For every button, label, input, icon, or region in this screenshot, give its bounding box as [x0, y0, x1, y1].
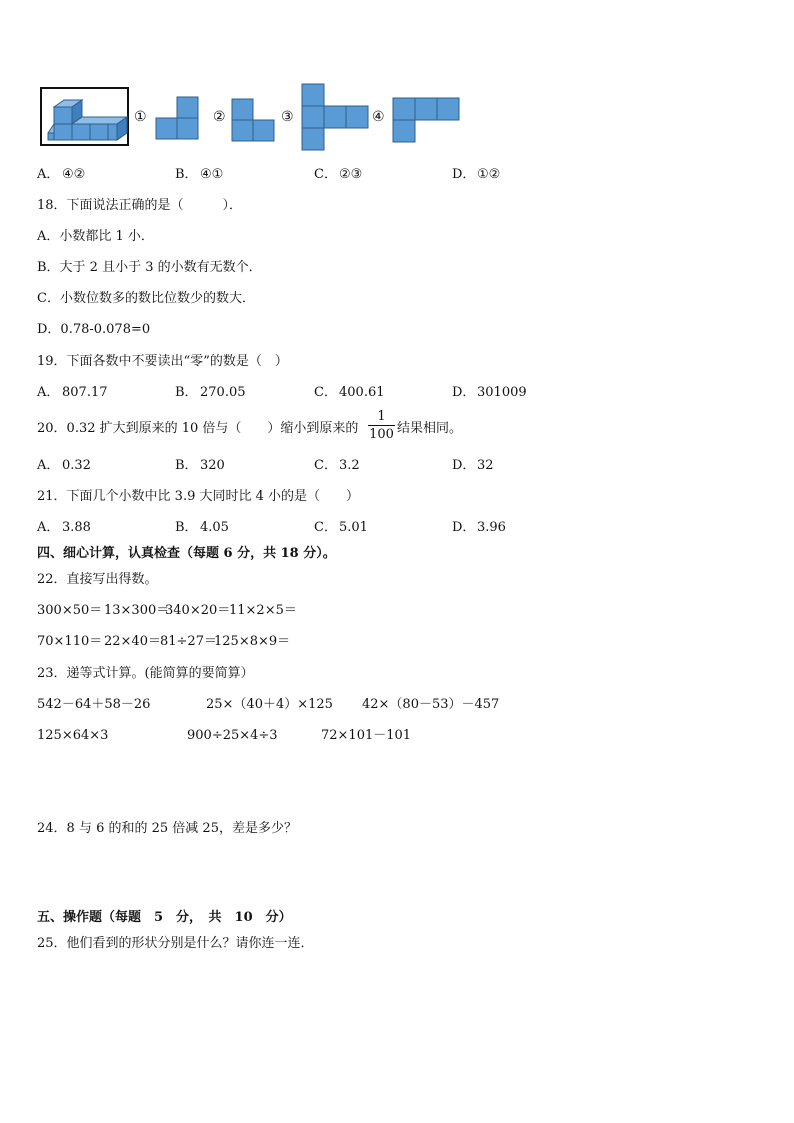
q18-stem: 18．下面说法正确的是（ ）．: [37, 198, 243, 213]
q19-option-a-text: 807.17: [62, 385, 108, 400]
q21-option-b-letter: B．: [175, 520, 198, 535]
q20-option-a-letter: A．: [37, 458, 60, 473]
q17-label-2: ②: [213, 109, 226, 125]
q20-option-d-text: 32: [477, 458, 494, 473]
q20-fraction: [368, 409, 395, 442]
q18-option-a: A．小数都比 1 小．: [37, 229, 154, 244]
q19-option-c-letter: C．: [314, 385, 337, 400]
q17-option-d-letter: D．: [452, 167, 476, 182]
section5-heading: 五、操作题（每题 5 分， 共 10 分）: [37, 910, 292, 925]
q22-item: 300×50＝: [37, 603, 103, 618]
q23-item: 900÷25×4÷3: [187, 728, 278, 743]
q19-stem: 19．下面各数中不要读出“零”的数是（ ）: [37, 354, 288, 369]
q22-item: 340×20＝: [165, 603, 231, 618]
q23-item: 72×101－101: [321, 728, 412, 743]
q21-option-c-letter: C．: [314, 520, 337, 535]
q18-option-b: B．大于 2 且小于 3 的小数有无数个．: [37, 260, 262, 275]
q17-view-1: [155, 96, 200, 141]
q23-stem: 23．递等式计算。(能简算的要简算）: [37, 666, 254, 681]
q19-option-a-letter: A．: [37, 385, 60, 400]
q21-option-c-text: 5.01: [339, 520, 368, 535]
q17-label-3: ③: [281, 109, 294, 125]
q23-item: 542－64＋58－26: [37, 697, 151, 712]
q23-item: 25×（40＋4）×125: [206, 697, 333, 712]
q25-stem: 25．他们看到的形状分别是什么？请你连一连．: [37, 936, 314, 951]
q20-fraction-bar: [368, 425, 395, 426]
q17-option-b-text: ④①: [200, 167, 224, 182]
q21-stem: 21．下面几个小数中比 3.9 大同时比 4 小的是（ ）: [37, 489, 360, 504]
q20-fraction-denominator: 100: [369, 427, 394, 442]
q20-stem-before: 20．0.32 扩大到原来的 10 倍与（ ）缩小到原来的: [37, 421, 359, 436]
q22-item: 22×40＝: [104, 634, 161, 649]
q17-solid-figure: [40, 87, 130, 147]
q17-view-3: [301, 83, 371, 151]
q22-stem: 22．直接写出得数。: [37, 572, 158, 587]
q17-view-4: [392, 97, 462, 143]
q21-option-d-text: 3.96: [477, 520, 506, 535]
q19-option-b-letter: B．: [175, 385, 198, 400]
q17-label-1: ①: [134, 109, 147, 125]
q20-option-c-letter: C．: [314, 458, 337, 473]
q20-fraction-numerator: 1: [377, 409, 386, 424]
q20-option-a-text: 0.32: [62, 458, 91, 473]
q17-option-a-letter: A．: [37, 167, 60, 182]
q21-option-d-letter: D．: [452, 520, 476, 535]
q22-item: 81÷27＝: [160, 634, 217, 649]
q19-option-d-text: 301009: [477, 385, 527, 400]
q21-option-b-text: 4.05: [200, 520, 229, 535]
q17-option-d-text: ①②: [477, 167, 501, 182]
q20-option-b-text: 320: [200, 458, 225, 473]
q19-option-b-text: 270.05: [200, 385, 246, 400]
q22-item: 11×2×5＝: [229, 603, 297, 618]
q17-option-b-letter: B．: [175, 167, 198, 182]
q20-option-b-letter: B．: [175, 458, 198, 473]
q17-view-2: [231, 98, 277, 143]
q23-item: 42×（80－53）－457: [362, 697, 500, 712]
section4-heading: 四、细心计算，认真检查（每题 6 分，共 18 分）。: [37, 546, 336, 561]
q20-stem-after: 结果相同。: [397, 421, 463, 436]
q19-option-c-text: 400.61: [339, 385, 385, 400]
q17-label-4: ④: [372, 109, 385, 125]
q24-stem: 24．8 与 6 的和的 25 倍减 25，差是多少？: [37, 821, 297, 836]
q23-item: 125×64×3: [37, 728, 109, 743]
q17-option-a-text: ④②: [62, 167, 86, 182]
q19-option-d-letter: D．: [452, 385, 476, 400]
q22-item: 125×8×9＝: [214, 634, 291, 649]
q18-option-c: C．小数位数多的数比位数少的数大．: [37, 291, 255, 306]
q22-item: 70×110＝: [37, 634, 103, 649]
q17-option-c-letter: C．: [314, 167, 337, 182]
q18-option-d: D．0.78-0.078=0: [37, 322, 151, 337]
q22-item: 13×300＝: [104, 603, 170, 618]
q20-option-c-text: 3.2: [339, 458, 360, 473]
q20-option-d-letter: D．: [452, 458, 476, 473]
q21-option-a-text: 3.88: [62, 520, 91, 535]
q17-option-c-text: ②③: [339, 167, 363, 182]
q21-option-a-letter: A．: [37, 520, 60, 535]
